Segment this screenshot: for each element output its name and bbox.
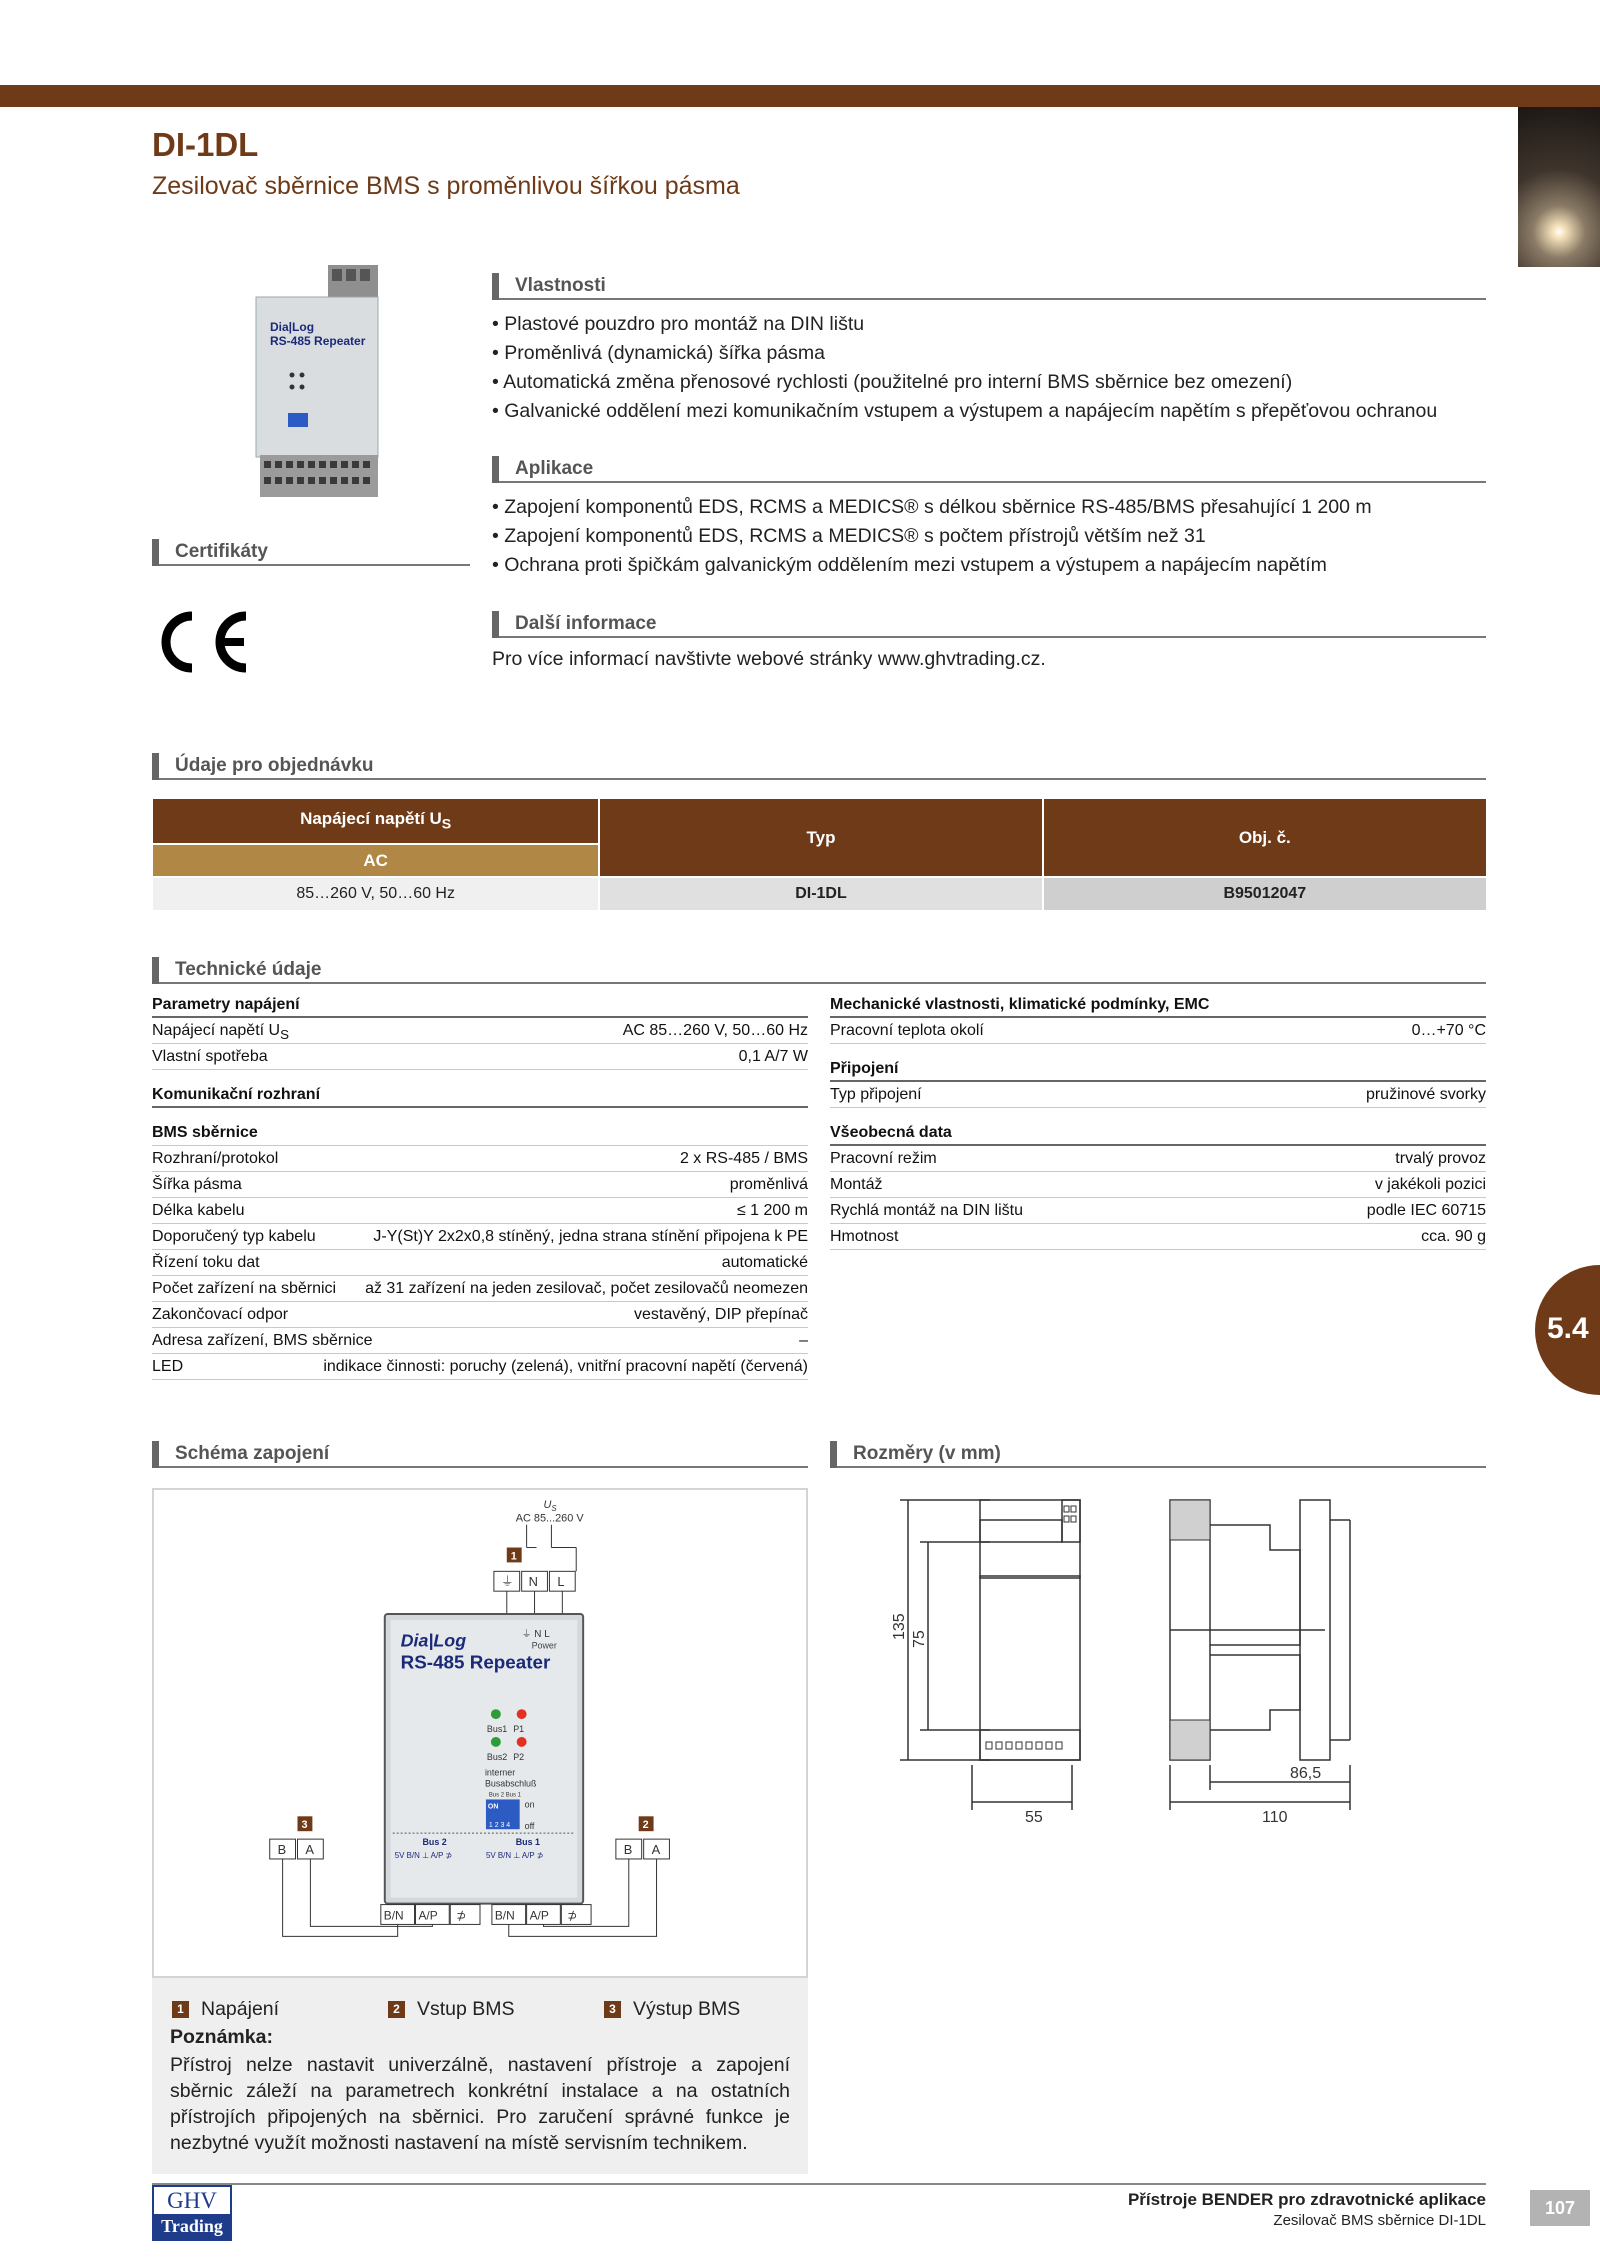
svg-text:A/P: A/P xyxy=(418,1908,438,1923)
header-photo xyxy=(1518,107,1600,267)
list-item: • Zapojení komponentů EDS, RCMS a MEDICS® s délkou sběrnice RS-485/BMS přesahující 1 200 m xyxy=(492,493,1372,522)
section-schema-title: Schéma zapojení xyxy=(175,1443,330,1464)
svg-text:⊅: ⊅ xyxy=(567,1908,578,1923)
wiring-diagram xyxy=(152,1488,808,1978)
svg-text:AC 85...260 V: AC 85...260 V xyxy=(515,1512,584,1525)
svg-text:110: 110 xyxy=(1262,1809,1288,1826)
section-certifikaty-title: Certifikáty xyxy=(175,541,268,562)
spec-row: Rychlá montáž na DIN lištu podle IEC 60715 xyxy=(830,1198,1486,1224)
svg-text:RS-485 Repeater: RS-485 Repeater xyxy=(400,1651,551,1673)
svg-text:B: B xyxy=(623,1842,633,1858)
svg-text:A/P: A/P xyxy=(529,1908,549,1923)
spec-row: Adresa zařízení, BMS sběrnice – xyxy=(152,1328,808,1354)
section-technicke-title: Technické údaje xyxy=(175,959,322,980)
section-badge: 5.4 xyxy=(1535,1265,1600,1395)
spec-group-title: BMS sběrnice xyxy=(152,1118,808,1146)
svg-text:⏚ N L: ⏚ N L xyxy=(521,1628,550,1640)
aplikace-list xyxy=(492,493,1372,580)
svg-text:2: 2 xyxy=(642,1819,649,1832)
section-schema xyxy=(152,1440,808,1468)
spec-group-title: Mechanické vlastnosti, klimatické podmínky, EMC xyxy=(830,990,1486,1018)
svg-text:A: A xyxy=(651,1842,661,1858)
svg-text:Bus1P1: Bus1 P1 xyxy=(486,1724,525,1735)
spec-row: LED indikace činnosti: poruchy (zelená), vnitřní pracovní napětí (červená) xyxy=(152,1354,808,1380)
svg-text:75: 75 xyxy=(911,1630,928,1648)
vlastnosti-list xyxy=(492,310,1437,426)
section-vlastnosti-title: Vlastnosti xyxy=(515,275,606,296)
section-objednavka xyxy=(152,752,1486,780)
section-rozmery xyxy=(830,1440,1486,1468)
order-col-supply: Napájecí napětí $U_S$ xyxy=(152,798,599,844)
dimension-drawing xyxy=(880,1480,1440,1840)
spec-row: Montáž v jakékoli pozici xyxy=(830,1172,1486,1198)
spec-row: Pracovní režim trvalý provoz xyxy=(830,1146,1486,1172)
section-certifikaty xyxy=(152,538,470,566)
ce-mark-icon xyxy=(150,608,254,676)
footer-title: Přístroje BENDER pro zdravotnické aplikace xyxy=(1127,2190,1486,2209)
product-brand: Dia|Log xyxy=(270,320,315,334)
section-technicke xyxy=(152,956,1486,984)
page-number: 107 xyxy=(1530,2190,1590,2226)
section-aplikace xyxy=(492,455,1486,483)
svg-text:⊅: ⊅ xyxy=(456,1908,467,1923)
spec-group-title: Všeobecná data xyxy=(830,1118,1486,1146)
svg-text:Bus 2 Bus 1: Bus 2 Bus 1 xyxy=(488,1792,521,1799)
svg-text:L: L xyxy=(557,1574,565,1590)
svg-text:US: $U_S$ xyxy=(543,1498,557,1513)
svg-text:135: 135 xyxy=(891,1613,908,1640)
list-item: • Ochrana proti špičkám galvanickým oddělením mezi vstupem a výstupem a napájecím napětím xyxy=(492,551,1372,580)
section-objednavka-title: Údaje pro objednávku xyxy=(175,755,374,776)
list-item: • Galvanické oddělení mezi komunikačním vstupem a výstupem a napájecím napětím s přepěťovou ochranou xyxy=(492,397,1437,426)
spec-row: Počet zařízení na sběrnici až 31 zařízení na jeden zesilovač, počet zesilovačů neomezen xyxy=(152,1276,808,1302)
spec-row: Pracovní teplota okolí 0…+70 °C xyxy=(830,1018,1486,1044)
spec-row: Typ připojení pružinové svorky xyxy=(830,1082,1486,1108)
header-bar xyxy=(0,85,1600,107)
table-cell: DI-1DL xyxy=(599,877,1042,911)
spec-row: Zakončovací odpor vestavěný, DIP přepínač xyxy=(152,1302,808,1328)
section-dalsi xyxy=(492,610,1486,638)
ghv-trading-logo: GHV Trading xyxy=(152,2185,232,2241)
svg-text:interner: interner xyxy=(484,1767,516,1778)
table-cell: 85…260 V, 50…60 Hz xyxy=(152,877,599,911)
spec-row: Rozhraní/protokol 2 x RS-485 / BMS xyxy=(152,1146,808,1172)
svg-text:5V B/N ⊥ A/P ⊅: 5V B/N ⊥ A/P ⊅ xyxy=(394,1850,453,1860)
list-item: • Plastové pouzdro pro montáž na DIN lištu xyxy=(492,310,1437,339)
spec-row: Hmotnost cca. 90 g xyxy=(830,1224,1486,1250)
svg-text:B: B xyxy=(277,1842,287,1858)
svg-text:86,5: 86,5 xyxy=(1290,1765,1322,1782)
spec-row: Doporučený typ kabelu J-Y(St)Y 2x2x0,8 stíněný, jedna strana stínění připojena k PE xyxy=(152,1224,808,1250)
spec-row: Délka kabelu ≤ 1 200 m xyxy=(152,1198,808,1224)
table-cell: B95012047 xyxy=(1043,877,1487,911)
svg-text:Bus 1: Bus 1 xyxy=(515,1837,540,1848)
spec-row: Napájecí napětí $U_S$ AC 85…260 V, 50…60 Hz xyxy=(152,1018,808,1044)
page-title: DI-1DL xyxy=(152,126,259,163)
spec-right xyxy=(830,990,1486,1250)
svg-text:A: A xyxy=(305,1842,315,1858)
schema-legend xyxy=(152,1978,808,2174)
list-item: • Automatická změna přenosové rychlosti (použitelné pro interní BMS sběrnice bez omezení) xyxy=(492,368,1437,397)
order-col-type: Typ xyxy=(599,798,1042,877)
svg-text:Bus 2: Bus 2 xyxy=(422,1837,447,1848)
svg-text:B/N: B/N xyxy=(494,1908,515,1923)
svg-text:Power: Power xyxy=(531,1640,557,1651)
svg-text:Busabschluß: Busabschluß xyxy=(484,1778,537,1789)
legend-item: 1 Napájení xyxy=(172,1998,279,2021)
section-rozmery-title: Rozměry (v mm) xyxy=(853,1443,1001,1464)
svg-text:ON: ON xyxy=(487,1803,499,1811)
svg-text:55: 55 xyxy=(1025,1809,1043,1826)
order-col-number: Obj. č. xyxy=(1043,798,1487,877)
note-title: Poznámka: xyxy=(170,2026,273,2048)
svg-text:on: on xyxy=(524,1799,535,1810)
spec-left xyxy=(152,990,808,1380)
list-item: • Zapojení komponentů EDS, RCMS a MEDICS® s počtem přístrojů větším než 31 xyxy=(492,522,1372,551)
svg-text:Bus2P2: Bus2 P2 xyxy=(486,1751,525,1762)
page-subtitle: Zesilovač sběrnice BMS s proměnlivou šířkou pásma xyxy=(152,172,740,200)
svg-text:⏚: ⏚ xyxy=(500,1574,514,1590)
spec-group-title: Připojení xyxy=(830,1054,1486,1082)
svg-text:5V B/N ⊥ A/P ⊅: 5V B/N ⊥ A/P ⊅ xyxy=(485,1850,544,1860)
spec-group-title: Parametry napájení xyxy=(152,990,808,1018)
section-vlastnosti xyxy=(492,272,1486,300)
svg-text:1 2 3 4: 1 2 3 4 xyxy=(488,1822,511,1830)
legend-item: 3 Výstup BMS xyxy=(604,1998,740,2021)
note-text: Přístroj nelze nastavit univerzálně, nastavení přístroje a zapojení sběrnic záleží na parametrech konkrétní instalace a na ostatních přístrojích připojených na sběrnici. Pro zaručení správné funkce je nezbytné využít možnosti nastavení na místě servisním technikem. xyxy=(170,2054,790,2154)
svg-text:1: 1 xyxy=(510,1550,517,1563)
legend-item: 2 Vstup BMS xyxy=(388,1998,515,2021)
spec-group-title: Komunikační rozhraní xyxy=(152,1080,808,1108)
spec-row: Řízení toku dat automatické xyxy=(152,1250,808,1276)
product-photo xyxy=(250,265,384,497)
spec-row: Vlastní spotřeba 0,1 A/7 W xyxy=(152,1044,808,1070)
svg-text:N: N xyxy=(528,1574,538,1590)
order-table xyxy=(151,797,1488,912)
svg-text:3: 3 xyxy=(301,1819,308,1832)
section-dalsi-title: Další informace xyxy=(515,613,657,634)
spec-row: Šířka pásma proměnlivá xyxy=(152,1172,808,1198)
footer-divider xyxy=(152,2183,1486,2185)
svg-text:B/N: B/N xyxy=(383,1908,404,1923)
product-model: RS-485 Repeater xyxy=(270,334,366,348)
svg-text:off: off xyxy=(524,1821,535,1832)
section-aplikace-title: Aplikace xyxy=(515,458,594,479)
dalsi-text: Pro více informací navštivte webové stránky www.ghvtrading.cz. xyxy=(492,648,1046,670)
order-col-ac: AC xyxy=(152,844,599,877)
list-item: • Proměnlivá (dynamická) šířka pásma xyxy=(492,339,1437,368)
svg-text:Dia|Log: Dia|Log xyxy=(400,1630,467,1651)
footer-subtitle: Zesilovač BMS sběrnice DI-1DL xyxy=(1273,2212,1486,2229)
